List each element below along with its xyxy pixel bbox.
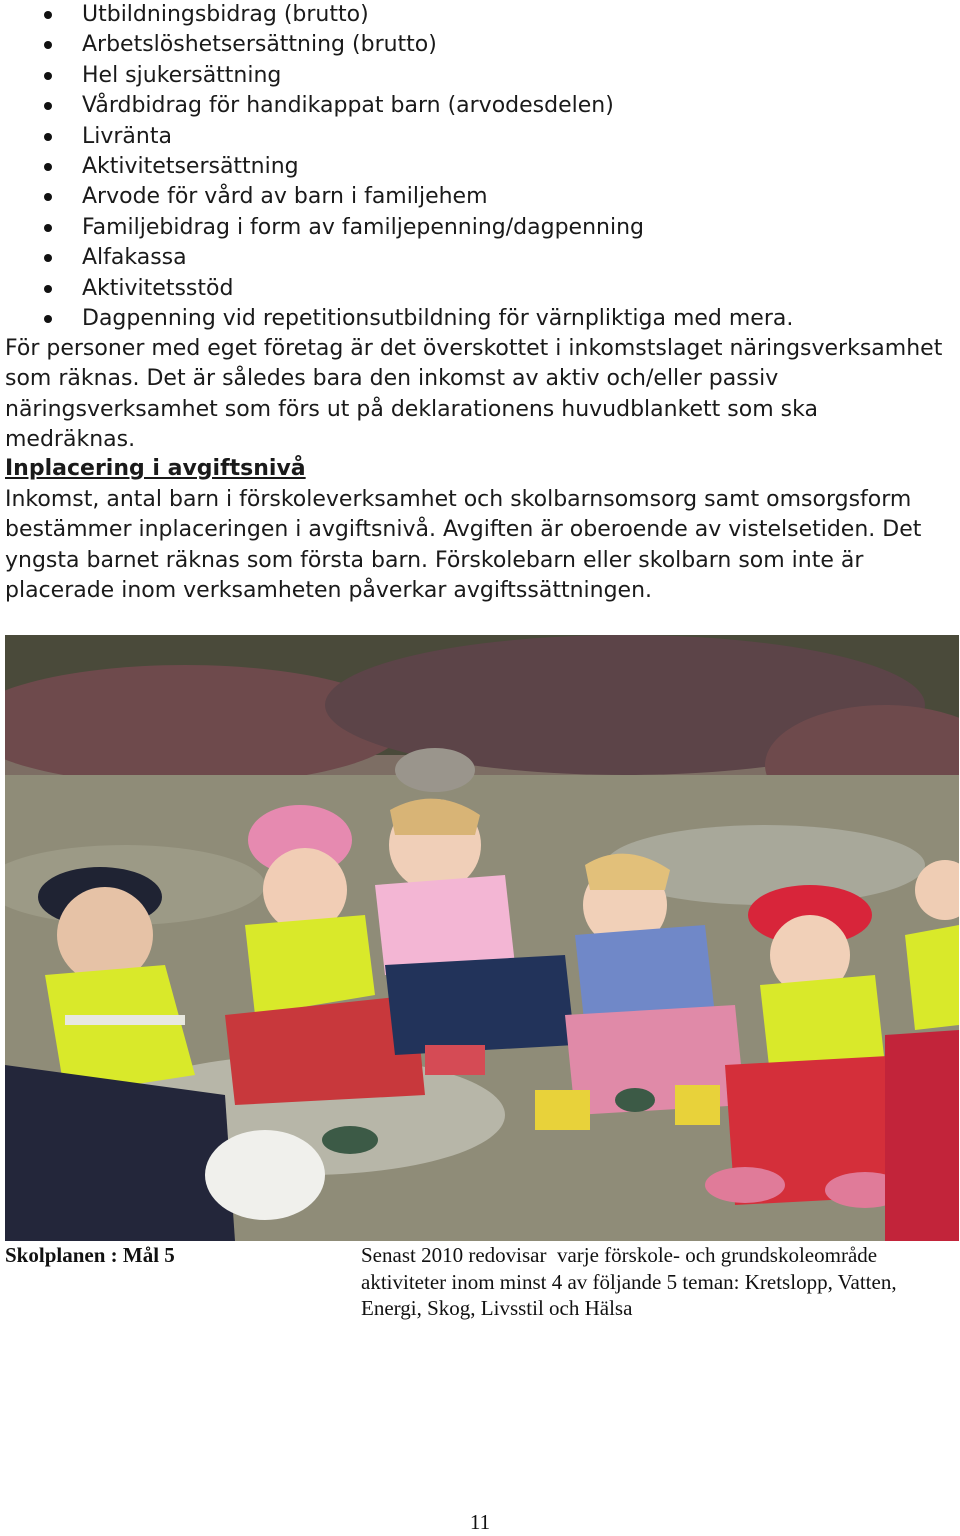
children-outdoor-photo [5, 635, 959, 1241]
bullet-icon [44, 193, 52, 201]
bullet-icon [44, 133, 52, 141]
list-item: Utbildningsbidrag (brutto) [0, 0, 960, 30]
list-item: Aktivitetsstöd [0, 274, 960, 304]
page-number: 11 [469, 1510, 491, 1534]
bullet-icon [44, 102, 52, 110]
bullet-icon [44, 315, 52, 323]
bullet-icon [44, 11, 52, 19]
list-item: Hel sjukersättning [0, 61, 960, 91]
bullet-icon [44, 224, 52, 232]
bullet-icon [44, 72, 52, 80]
list-item: Familjebidrag i form av familjepenning/dagpenning [0, 213, 960, 243]
school-goal-text: Senast 2010 redovisar varje förskole- och grundskoleområde aktiviteter inom minst 4 av följande 5 teman: Kretslopp, Vatten, Energi, Skog, Livsstil och Hälsa [361, 1243, 897, 1320]
bullet-icon [44, 285, 52, 293]
bullet-icon [44, 41, 52, 49]
list-item: Dagpenning vid repetitionsutbildning för värnpliktiga med mera. [0, 304, 960, 334]
list-item: Vårdbidrag för handikappat barn (arvodesdelen) [0, 91, 960, 121]
placement-paragraph: Inkomst, antal barn i förskoleverksamhet och skolbarnsomsorg samt omsorgsform bestämmer inplaceringen i avgiftsnivå. Avgiften är oberoende av vistelsetiden. Det yngsta barnet räknas som första barn. Förskolebarn eller skolbarn som inte är placerade inom verksamheten påverkar avgiftssättningen. [5, 487, 922, 604]
list-item: Arvode för vård av barn i familjehem [0, 182, 960, 212]
list-item: Alfakassa [0, 243, 960, 273]
section-heading: Inplacering i avgiftsnivå [5, 456, 306, 481]
bullet-icon [44, 254, 52, 262]
school-goal-label: Skolplanen : Mål 5 [5, 1243, 175, 1267]
list-item: Arbetslöshetsersättning (brutto) [0, 30, 960, 60]
photo-illustration [5, 635, 959, 1241]
income-types-list [0, 0, 960, 334]
business-income-paragraph: För personer med eget företag är det överskottet i inkomstslaget näringsverksamhet som räknas. Det är således bara den inkomst av aktiv och/eller passiv näringsverksamhet som förs ut på deklarationens huvudblankett som ska medräknas. [5, 336, 943, 453]
list-item: Livränta [0, 122, 960, 152]
list-item: Aktivitetsersättning [0, 152, 960, 182]
bullet-icon [44, 163, 52, 171]
